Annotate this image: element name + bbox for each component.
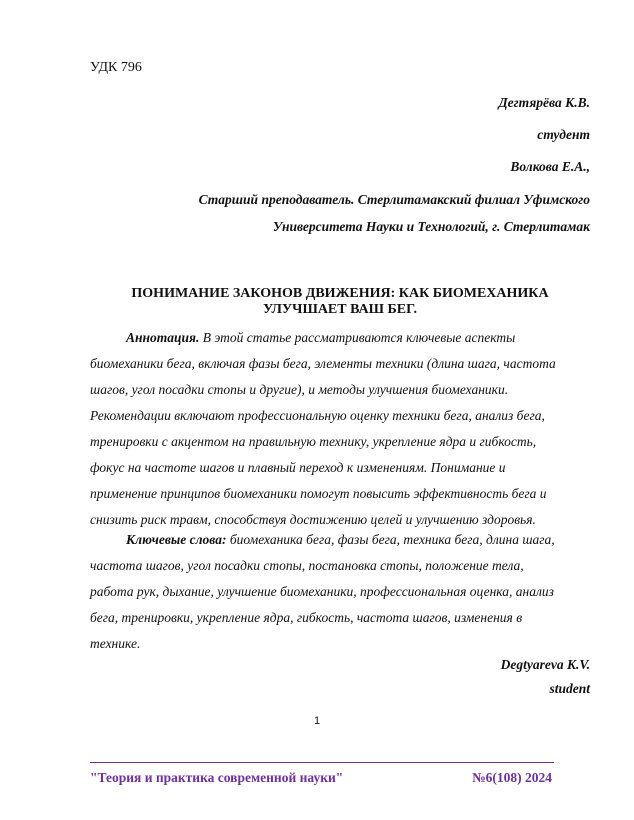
title-line-2: УЛУЧШАЕТ ВАШ БЕГ. bbox=[263, 302, 417, 317]
abstract-text: В этой статье рассматриваются ключевые аспекты bbox=[199, 330, 516, 345]
keywords-first-line bbox=[126, 532, 555, 548]
udk-code: УДК 796 bbox=[90, 60, 142, 75]
abstract-first-line bbox=[126, 330, 515, 346]
author-name-2: Волкова Е.А., bbox=[510, 159, 590, 174]
keywords-label: Ключевые слова: bbox=[126, 532, 227, 547]
abstract-line: фокус на частоте шагов и плавный переход к изменениям. Понимание и bbox=[90, 460, 506, 475]
keywords-line: работа рук, дыхание, улучшение биомеханики, профессиональная оценка, анализ bbox=[90, 584, 554, 599]
english-author-role: student bbox=[549, 681, 590, 696]
abstract-line: снизить риск травм, способствуя достижению целей и улучшению здоровья. bbox=[90, 512, 536, 527]
article-title bbox=[90, 286, 590, 318]
abstract-line: биомеханики бега, включая фазы бега, элементы техники (длина шага, частота bbox=[90, 356, 556, 371]
journal-name: "Теория и практика современной науки" bbox=[90, 770, 344, 785]
page-number: 1 bbox=[313, 715, 321, 727]
author-role-1: студент bbox=[537, 127, 590, 142]
english-author-name: Degtyareva K.V. bbox=[500, 657, 590, 672]
journal-issue: №6(108) 2024 bbox=[472, 770, 552, 785]
keywords-text: биомеханика бега, фазы бега, техника бега, длина шага, bbox=[226, 532, 555, 547]
keywords-line: бега, тренировки, укрепление ядра, гибкость, частота шагов, изменения в bbox=[90, 610, 523, 625]
footer-divider bbox=[90, 762, 554, 763]
abstract-line: применение принципов биомеханики помогут повысить эффективность бега и bbox=[90, 486, 547, 501]
author-affiliation-line-2: Университета Науки и Технологий, г. Стерлитамак bbox=[272, 219, 590, 234]
abstract-label: Аннотация. bbox=[126, 330, 200, 345]
author-affiliation-line-1: Старший преподаватель. Стерлитамакский филиал Уфимского bbox=[198, 192, 590, 207]
abstract-line: шагов, угол посадки стопы и другие), и методы улучшения биомеханики. bbox=[90, 382, 509, 397]
keywords-line: частота шагов, угол посадки стопы, постановка стопы, положение тела, bbox=[90, 558, 524, 573]
abstract-line: Рекомендации включают профессиональную оценку техники бега, анализ бега, bbox=[90, 408, 545, 423]
title-line-1: ПОНИМАНИЕ ЗАКОНОВ ДВИЖЕНИЯ: КАК БИОМЕХАНИКА bbox=[131, 286, 549, 301]
keywords-line: технике. bbox=[90, 636, 141, 651]
author-name-1: Дегтярёва К.В. bbox=[498, 95, 590, 110]
abstract-line: тренировки с акцентом на правильную технику, укрепление ядра и гибкость, bbox=[90, 434, 537, 449]
